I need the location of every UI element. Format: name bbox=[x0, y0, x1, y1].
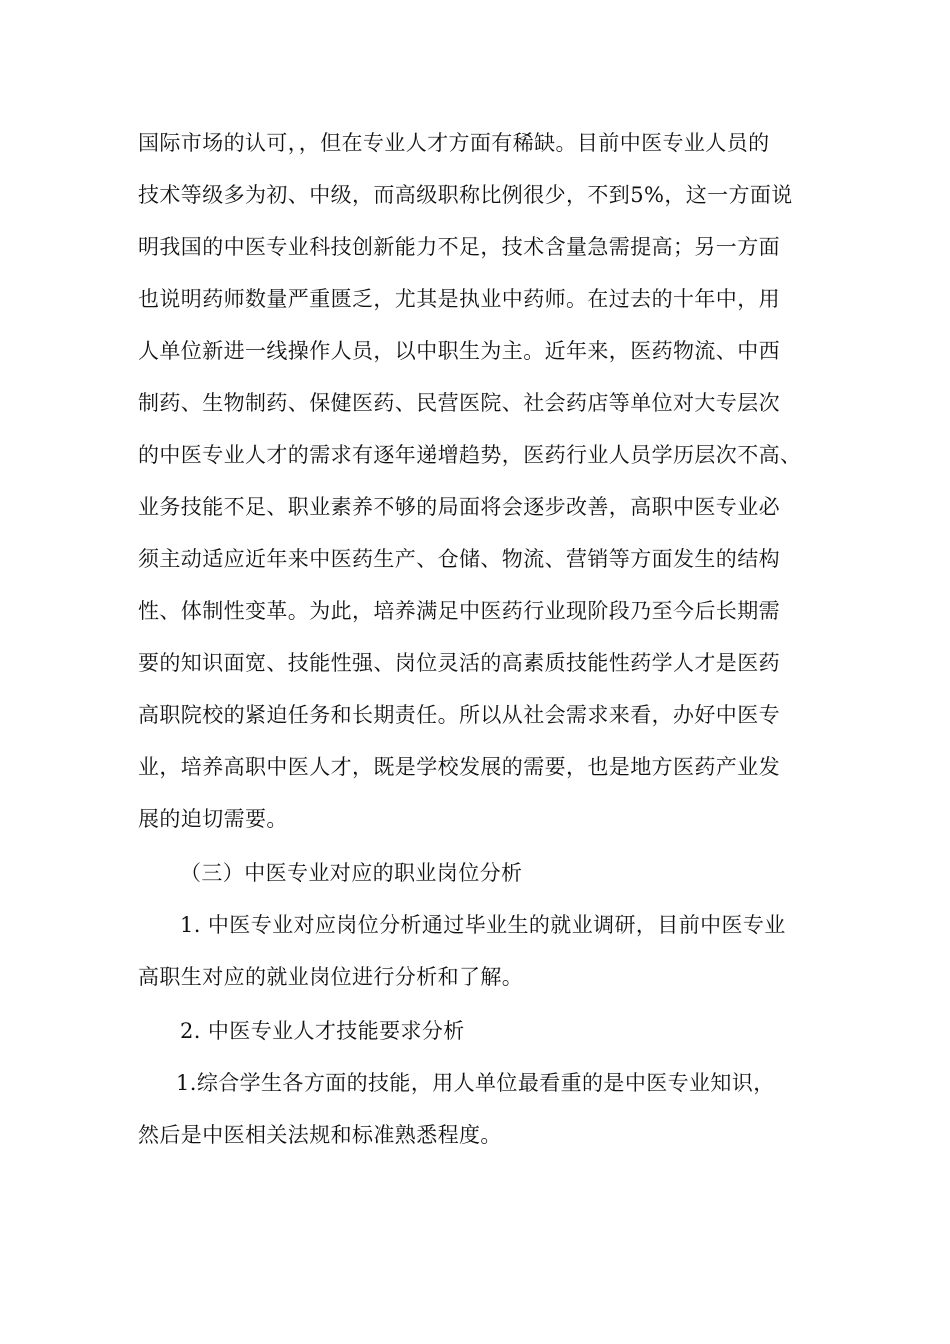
body-text-line: 展的迫切需要。 bbox=[138, 807, 288, 831]
body-text-line: 技术等级多为初、中级，而高级职称比例很少，不到5%，这一方面说 bbox=[138, 183, 793, 207]
list-item-text-line: 然后是中医相关法规和标准熟悉程度。 bbox=[138, 1123, 502, 1147]
body-text-line: 制药、生物制药、保健医药、民营医院、社会药店等单位对大专层次 bbox=[138, 391, 780, 415]
body-text-line: 的中医专业人才的需求有逐年递增趋势，医药行业人员学历层次不高、 bbox=[138, 443, 802, 467]
list-item-text-line: 1. 中医专业对应岗位分析通过毕业生的就业调研，目前中医专业 bbox=[180, 913, 786, 937]
body-text-line: 要的知识面宽、技能性强、岗位灵活的高素质技能性药学人才是医药 bbox=[138, 651, 780, 675]
body-text-line: 须主动适应近年来中医药生产、仓储、物流、营销等方面发生的结构 bbox=[138, 547, 780, 571]
body-text-line: 国际市场的认可，，但在专业人才方面有稀缺。目前中医专业人员的 bbox=[138, 131, 770, 155]
list-item-text-line: 1.综合学生各方面的技能，用人单位最看重的是中医专业知识， bbox=[176, 1071, 775, 1095]
body-text-line: 人单位新进一线操作人员，以中职生为主。近年来，医药物流、中西 bbox=[138, 339, 780, 363]
body-text-line: 也说明药师数量严重匮乏，尤其是执业中药师。在过去的十年中，用 bbox=[138, 287, 780, 311]
section-heading: （三）中医专业对应的职业岗位分析 bbox=[180, 861, 523, 885]
body-text-line: 明我国的中医专业科技创新能力不足，技术含量急需提高；另一方面 bbox=[138, 235, 780, 259]
list-item-text-line: 2. 中医专业人才技能要求分析 bbox=[180, 1019, 465, 1043]
list-item-text-line: 高职生对应的就业岗位进行分析和了解。 bbox=[138, 965, 524, 989]
body-text-line: 高职院校的紧迫任务和长期责任。所以从社会需求来看，办好中医专 bbox=[138, 703, 780, 727]
body-text-line: 业务技能不足、职业素养不够的局面将会逐步改善，高职中医专业必 bbox=[138, 495, 780, 519]
body-text-line: 性、体制性变革。为此，培养满足中医药行业现阶段乃至今后长期需 bbox=[138, 599, 780, 623]
body-text-line: 业，培养高职中医人才，既是学校发展的需要，也是地方医药产业发 bbox=[138, 755, 780, 779]
